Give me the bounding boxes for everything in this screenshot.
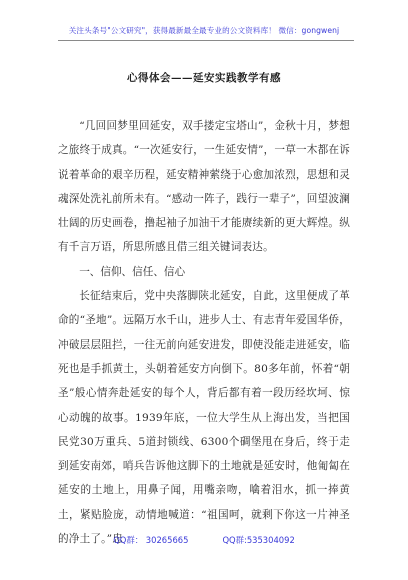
section-heading: 一、信仰、信任、信心 bbox=[79, 265, 186, 278]
footer-contact bbox=[0, 534, 408, 546]
intro-paragraph: “几回回梦里回延安，双手搂定宝塔山”，金秋十月，梦想之旅终于成真。“一次延安行，一生延安情”，一草一木都在诉说着革命的艰辛历程，延安精神萦绕于心愈加浓烈，思想和灵魂深处洗礼前所未有。“感动一阵子，践行一辈子”，回望波澜壮阔的历史画卷，撸起袖子加油干才能赓续新的更大辉煌。纵有千言万语，所思所感且借三组关键词表达。 bbox=[58, 120, 350, 254]
document-body bbox=[58, 114, 350, 551]
footer-qq-group-1: QQ群： 30265665 bbox=[113, 535, 189, 545]
document-title: 心得体会——延安实践教学有感 bbox=[127, 72, 281, 84]
header-divider bbox=[58, 40, 354, 41]
section-paragraph: 长征结束后，党中央落脚陕北延安，自此，这里便成了革命的“圣地”。远隔万水千山，进步人士、有志青年爱国华侨，冲破层层阻拦，一往无前向延安进发，即使没能走进延安，临死也是手抓黄土，头朝着延安方向倒下。80多年前，怀着“朝圣”般心情奔赴延安的每个人，背后都有着一段历经坎坷、惊心动魄的故事。1939年底，一位大学生从上海出发，当把国民党30万重兵、5道封锁线、6300个碉堡甩在身后，终于走到延安南郊，哨兵告诉他这脚下的土地就是延安时，他匍匐在延安的土地上，用鼻子闻，用嘴亲吻，噙着泪水，抓一捧黄土，紧贴脸庞，动情地喊道：“祖国呵，就剩下你这一片神圣的净土了。”忠 bbox=[58, 290, 350, 546]
footer-qq-group-2: QQ群:535304092 bbox=[222, 535, 295, 545]
header-promo-note: 关注头条号"公文研究"，获得最新最全最专业的公文资料库！ 微信：gongwenj bbox=[68, 26, 340, 35]
